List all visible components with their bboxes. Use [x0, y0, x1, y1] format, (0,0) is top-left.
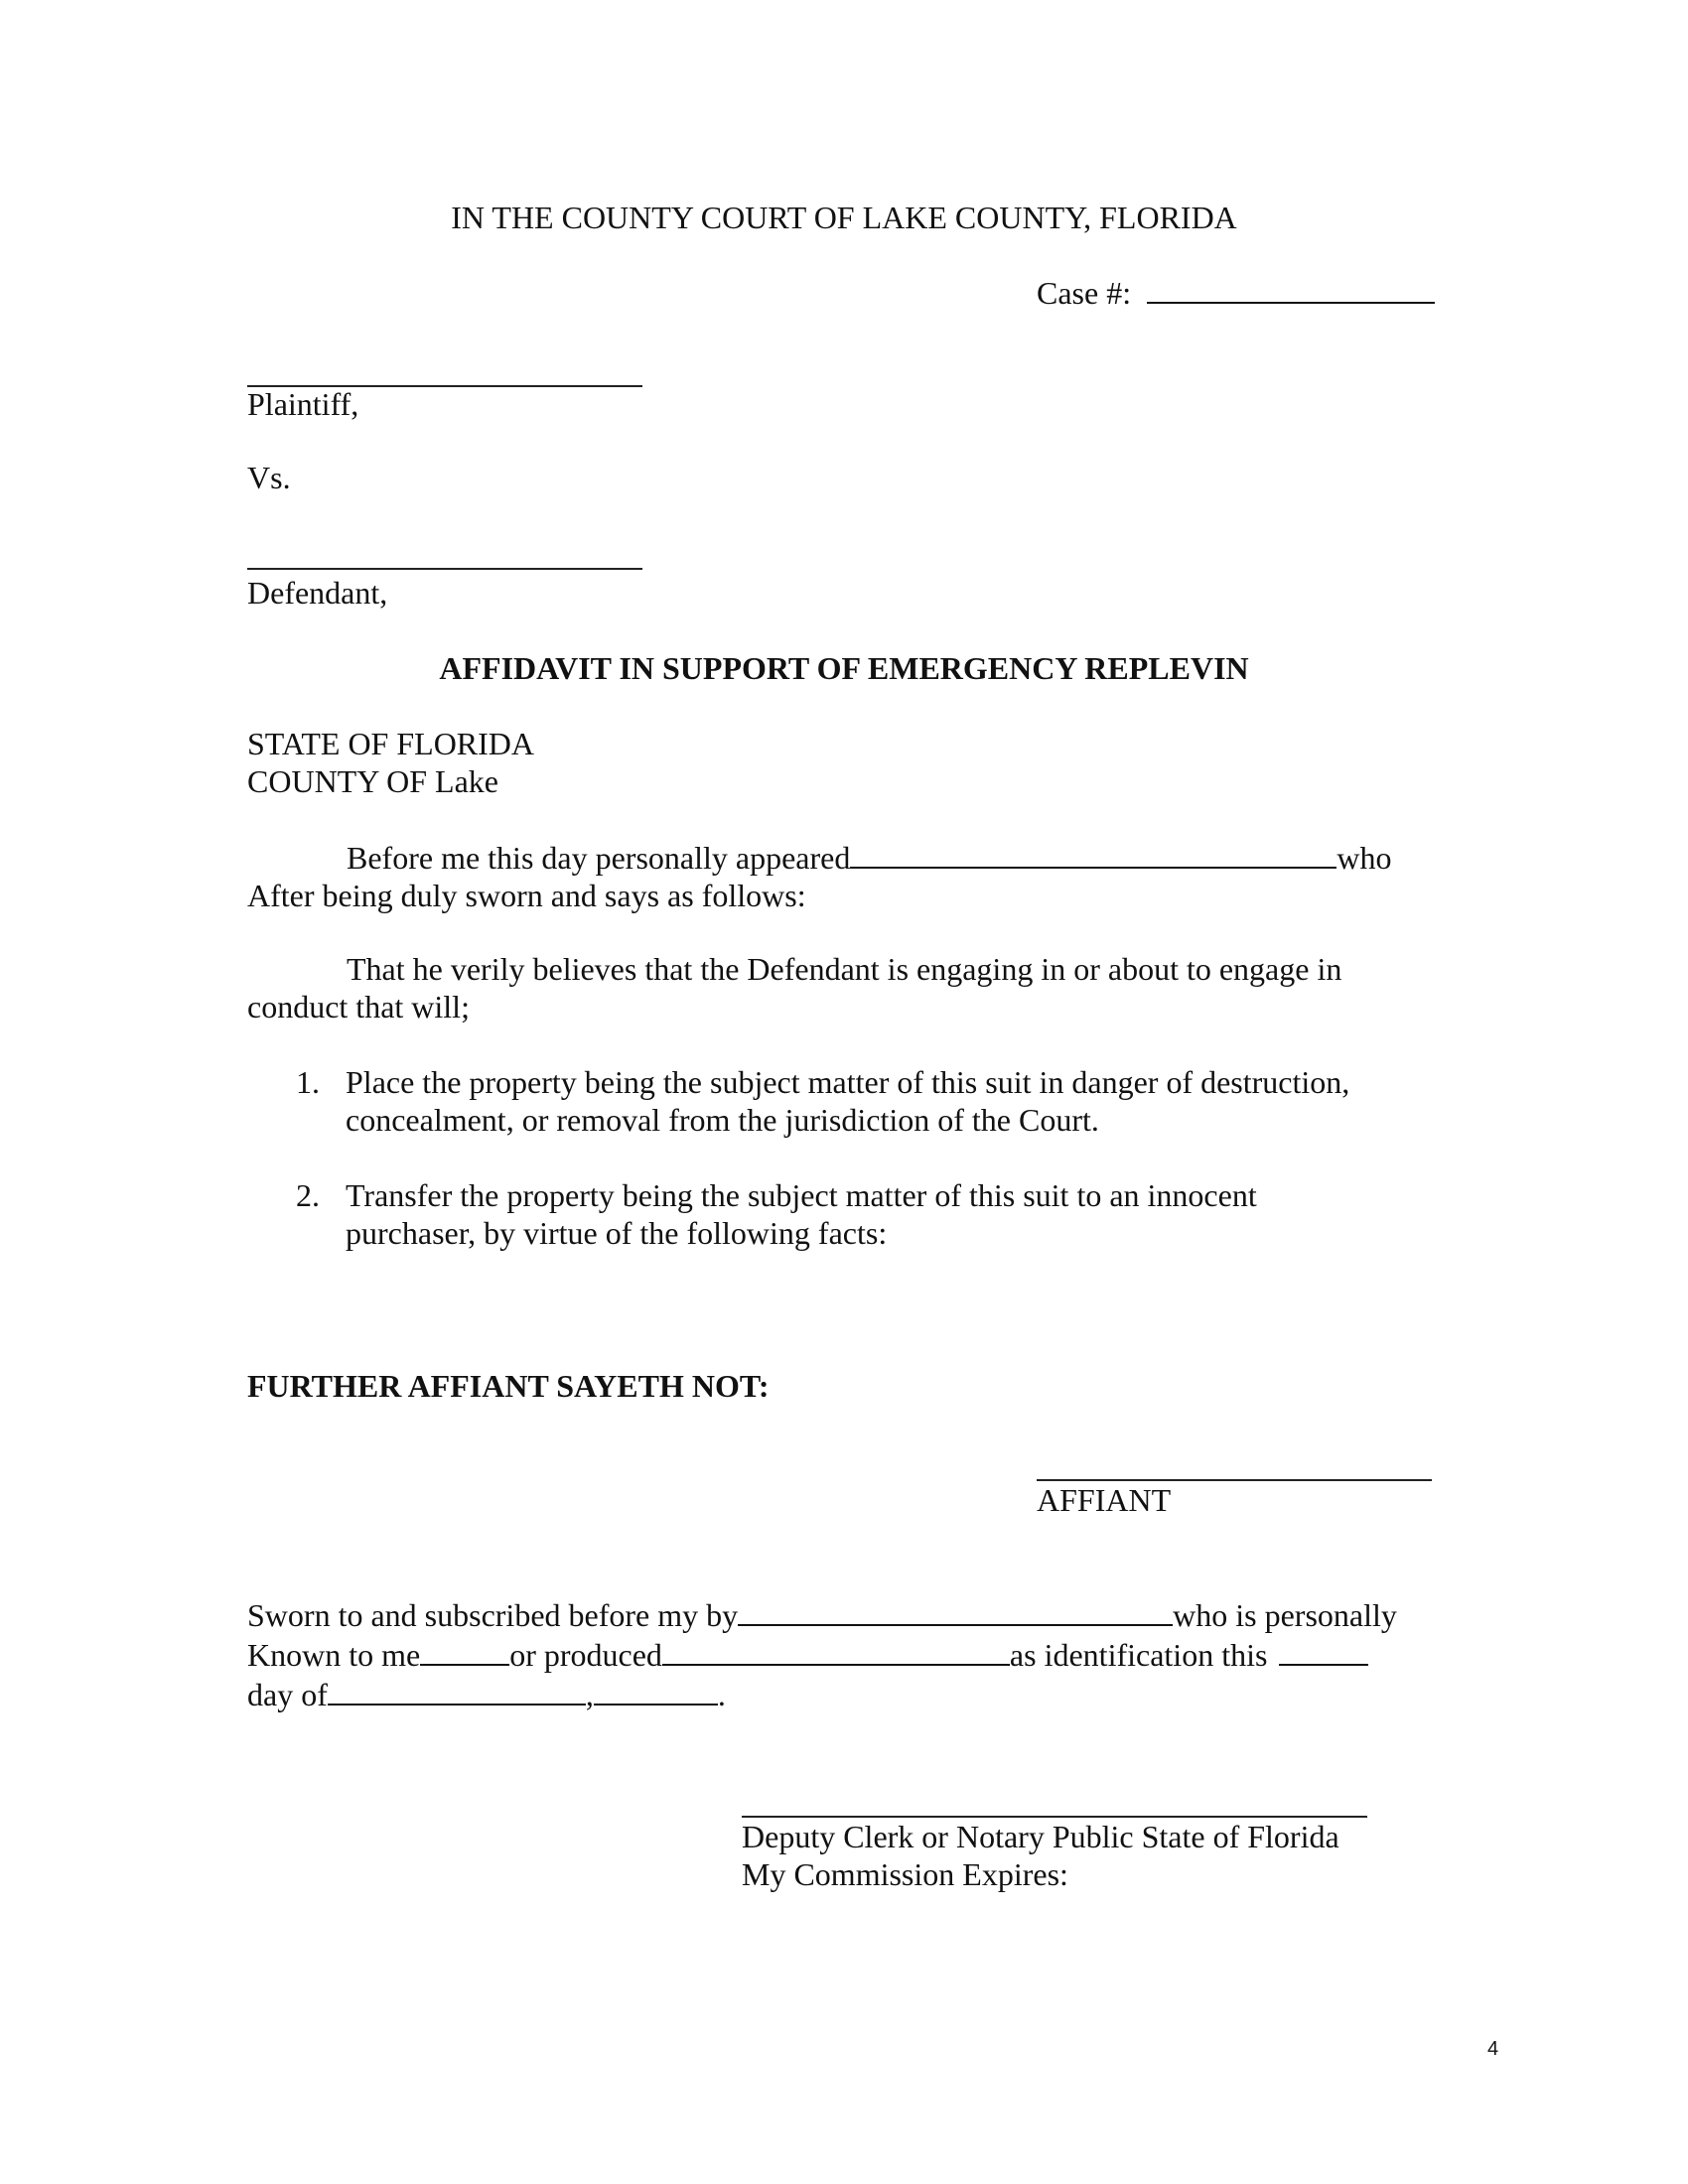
belief-paragraph — [247, 950, 1439, 1025]
known-to-me-blank[interactable] — [420, 1634, 509, 1666]
case-number-blank[interactable] — [1147, 272, 1435, 304]
defendant-name-line[interactable] — [247, 568, 642, 570]
venue-state: STATE OF FLORIDA — [247, 726, 535, 761]
document-title: AFFIDAVIT IN SUPPORT OF EMERGENCY REPLEVIN — [439, 650, 1249, 686]
plaintiff-label: Plaintiff, — [247, 386, 359, 422]
case-number-field — [1037, 272, 1435, 312]
list-item-line2: purchaser, by virtue of the following facts: — [346, 1215, 888, 1251]
case-number-label: Case #: — [1037, 275, 1132, 311]
versus-label: Vs. — [247, 460, 291, 495]
venue-county: COUNTY OF Lake — [247, 763, 498, 799]
notary-title: Deputy Clerk or Notary Public State of Florida — [742, 1819, 1339, 1854]
list-item — [296, 1176, 1257, 1252]
defendant-label: Defendant, — [247, 575, 388, 611]
jurat-text: or produced — [509, 1637, 662, 1673]
list-item-line1: Transfer the property being the subject matter of this suit to an innocent — [346, 1177, 1257, 1213]
day-number-blank[interactable] — [1279, 1634, 1368, 1666]
list-item-line2: concealment, or removal from the jurisdiction of the Court. — [346, 1102, 1099, 1138]
appearance-text: Before me this day personally appeared — [347, 840, 851, 876]
list-item-number: 1. — [296, 1064, 320, 1100]
jurat-text: day of — [247, 1677, 328, 1712]
jurat-line1 — [247, 1594, 1439, 1634]
jurat-line2 — [247, 1634, 1439, 1674]
jurat-text: who is personally — [1173, 1597, 1397, 1633]
list-item — [296, 1063, 1349, 1139]
list-item-line1: Place the property being the subject matter of this suit in danger of destruction, — [346, 1064, 1350, 1100]
appearance-paragraph — [247, 837, 1439, 914]
jurat-text: Sworn to and subscribed before my by — [247, 1597, 739, 1633]
appearance-line2: After being duly sworn and says as follows: — [247, 878, 806, 913]
page-number: 4 — [1487, 2038, 1499, 2060]
further-affiant-heading: FURTHER AFFIANT SAYETH NOT: — [247, 1368, 770, 1404]
belief-line1: That he verily believes that the Defendant is engaging in or about to engage in — [347, 951, 1342, 987]
jurat-comma: , — [585, 1677, 594, 1712]
month-blank[interactable] — [328, 1674, 586, 1706]
commission-expires-label: My Commission Expires: — [742, 1856, 1068, 1892]
sworn-by-name-blank[interactable] — [738, 1594, 1173, 1626]
belief-line2: conduct that will; — [247, 989, 470, 1024]
identification-produced-blank[interactable] — [662, 1634, 1010, 1666]
affiant-label: AFFIANT — [1037, 1482, 1172, 1518]
venue-block — [247, 725, 534, 800]
jurat-text: as identification this — [1009, 1637, 1268, 1673]
list-item-number: 2. — [296, 1177, 320, 1213]
jurat-line3 — [247, 1674, 1439, 1713]
appeared-name-blank[interactable] — [850, 837, 1336, 869]
jurat-text: Known to me — [247, 1637, 421, 1673]
court-heading: IN THE COUNTY COURT OF LAKE COUNTY, FLORIDA — [451, 200, 1237, 235]
appearance-who: who — [1336, 840, 1392, 876]
year-blank[interactable] — [594, 1674, 718, 1706]
notary-block — [742, 1818, 1339, 1893]
jurat-period: . — [717, 1677, 726, 1712]
jurat-block — [247, 1594, 1439, 1713]
